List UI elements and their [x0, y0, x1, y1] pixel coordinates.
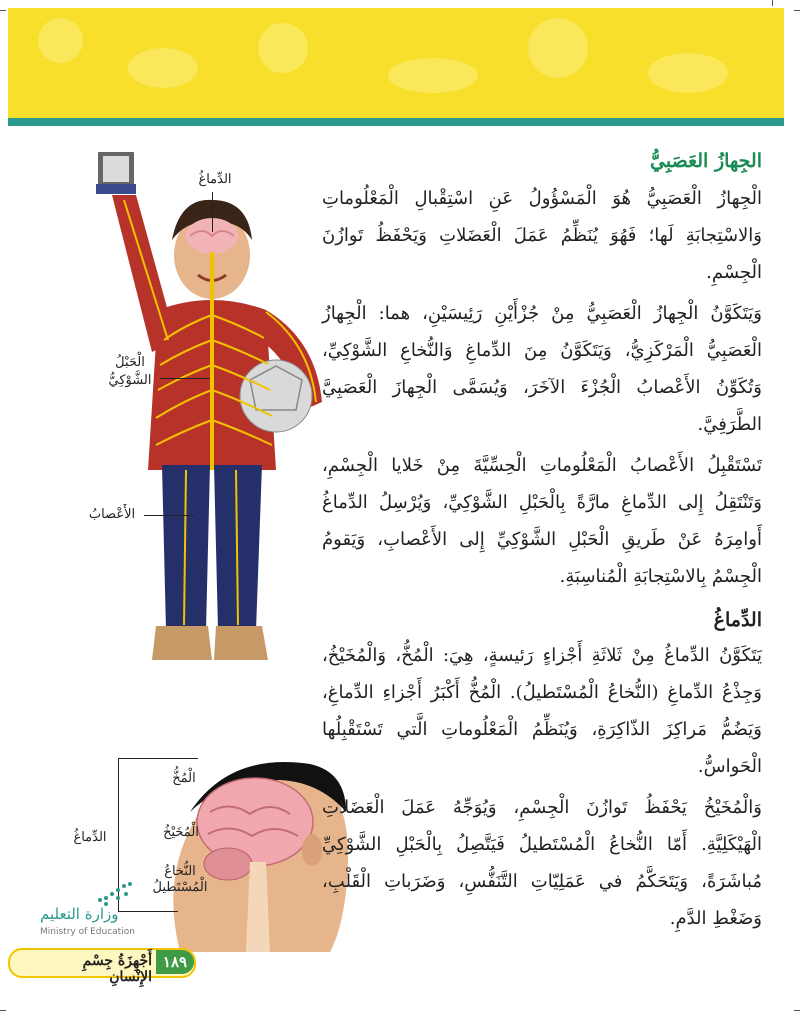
- paragraph: يَتَكَوَّنُ الدِّماغُ مِنْ ثَلاثَةِ أَجْزاءٍ رَئيسةٍ، هِيَ: الْمُخُّ، وَالْمُخَيْخُ، وَجِذْعُ الدِّماغِ (النُّخاعُ الْمُسْتَطيلُ). الْمُخُّ أَكْبَرُ أَجْزاءِ الدِّماغِ، وَيَضُمُّ مَراكِزَ الذّاكِرَةِ، وَيُنَظِّمُ الْمَعْلُوماتِ الَّتي تَسْتَقْبِلُها الْحَواسُّ.: [322, 645, 762, 777]
- unit-title: أَجْهِزَةُ جِسْمِ الإِنْسانِ: [82, 953, 152, 985]
- leader-line: [160, 378, 210, 379]
- ministry-logo-icon: [96, 880, 136, 906]
- label-cerebrum: الْمُخُّ: [172, 771, 196, 786]
- bracket-line: [118, 911, 178, 912]
- label-nerves: الأَعْصابُ: [88, 507, 136, 522]
- label-spinal-cord-1: الْحَبْلُ: [115, 355, 145, 370]
- bracket-line: [118, 758, 198, 759]
- paragraph: وَيَتَكَوَّنُ الْجِهازُ الْعَصَبِيُّ مِنْ جُزْأَيْنِ رَئِيسَيْنِ، هما: الْجِهازُ الْعَصَبِيُّ الْمَرْكَزِيُّ، وَيَتَكَوَّنُ مِنَ الدِّماغِ وَالنُّخاعِ الشَّوْكِيِّ، وَتُكَوِّنُ الأَعْصابُ الْجُزْءَ الآخَرَ، وَيُسَمَّى الْجِهازَ الْعَصَبِيَّ الطَّرَفِيَّ.: [322, 303, 762, 435]
- crop-mark: [794, 10, 800, 11]
- label-medulla-1: النُّخاعُ: [164, 864, 196, 879]
- crop-mark: [794, 1010, 800, 1011]
- label-brain: الدِّماغُ: [198, 172, 232, 187]
- crop-mark: [0, 1010, 6, 1011]
- header-banner: [8, 8, 784, 118]
- text-column: [322, 150, 762, 941]
- ministry-name-ar: وزارة التعليم: [40, 905, 119, 923]
- label-brain-group: الدِّماغُ: [73, 830, 107, 845]
- paragraph: تَسْتَقْبِلُ الأَعْصابُ الْمَعْلُوماتِ الْحِسِّيَّةَ مِنْ خَلايا الْجِسْمِ، وَتَنْتَقِلُ إِلى الدِّماغِ مارَّةً بِالْحَبْلِ الشَّوْكِيِّ، وَيُرْسِلُ الدِّماغُ أَوامِرَهُ عَنْ طَريقِ الْحَبْلِ الشَّوْكِيِّ إِلى الأَعْصابِ، وَيَقومُ الْجِسْمُ بِالاسْتِجابَةِ الْمُناسِبَةِ.: [322, 455, 762, 587]
- label-cerebellum: الْمُخَيْخُ: [163, 825, 199, 840]
- crop-mark: [772, 0, 773, 6]
- paragraph: وَالْمُخَيْخُ يَحْفَظُ تَوازُنَ الْجِسْمِ، وَيُوَجِّهُ عَمَلَ الْعَضَلاتِ الْهَيْكَلِيَّةِ. أَمّا النُّخاعُ الْمُسْتَطيلُ فَيَتَّصِلُ بِالْحَبْلِ الشَّوْكِيِّ مُباشَرَةً، وَيَتَحَكَّمُ في عَمَلِيّاتِ التَّنَفُّسِ، وَضَرَباتِ الْقَلْبِ، وَضَغْطِ الدَّمِ.: [322, 797, 762, 929]
- ministry-name-en: Ministry of Education: [40, 927, 135, 937]
- nervous-system-figure: [90, 140, 330, 670]
- leader-line: [212, 192, 213, 232]
- paragraph: الْجِهازُ الْعَصَبِيُّ هُوَ الْمَسْؤُولُ عَنِ اسْتِقْبالِ الْمَعْلُوماتِ وَالاسْتِجابَةِ لَها؛ فَهُوَ يُنَظِّمُ عَمَلَ الْعَضَلاتِ وَيَحْفَظُ تَوازُنَ الْجِسْمِ.: [322, 188, 762, 283]
- crop-mark: [0, 10, 6, 11]
- section-title-nervous-system: الجِهازُ العَصَبِيُّ: [650, 150, 762, 172]
- banner-divider: [8, 118, 784, 126]
- label-spinal-cord-2: الشَّوْكِيُّ: [108, 373, 152, 388]
- page-number-badge: ١٨٩: [156, 950, 194, 974]
- label-medulla-2: الْمُسْتَطيلُ: [152, 880, 208, 895]
- section-title-brain: الدِّماغُ: [713, 609, 762, 631]
- leader-line: [144, 515, 194, 516]
